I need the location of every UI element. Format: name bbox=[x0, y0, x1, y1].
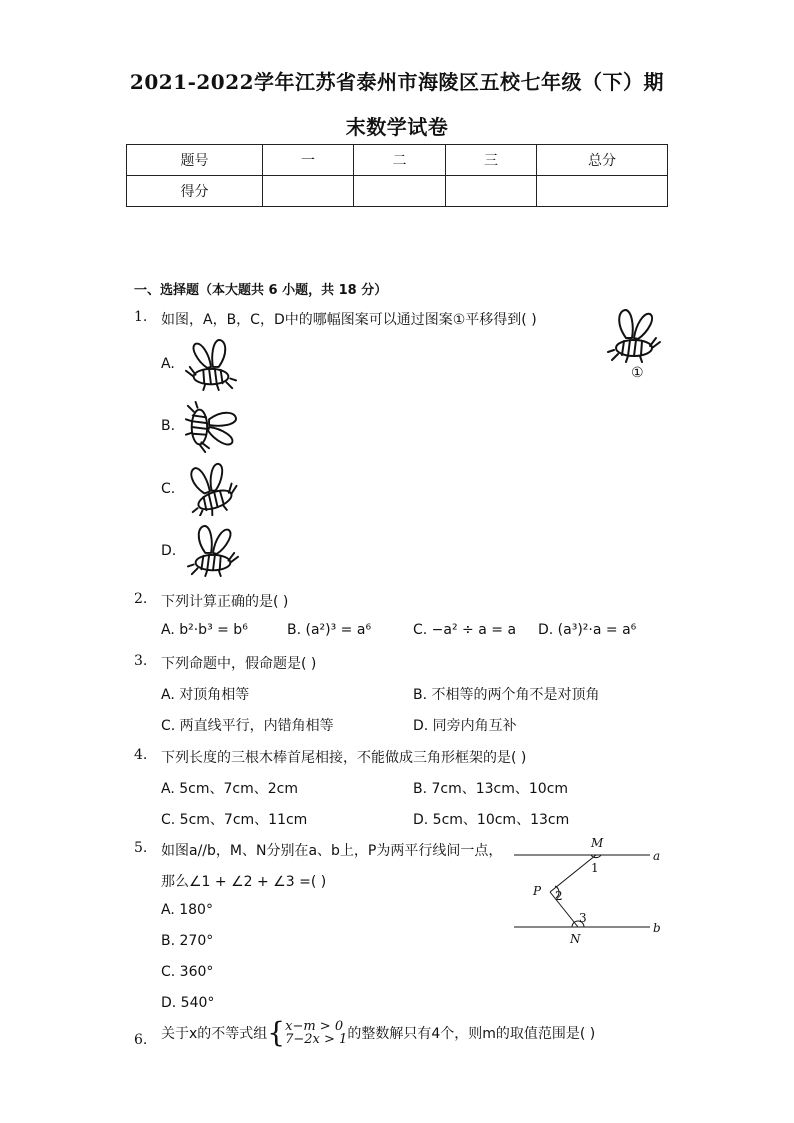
option-d-label[interactable]: D. bbox=[161, 543, 177, 559]
question-text: 下列计算正确的是( ) bbox=[161, 594, 289, 610]
bee-option-a-figure[interactable] bbox=[182, 338, 240, 392]
score-header-cell: 总分 bbox=[537, 145, 668, 176]
label-p: P bbox=[533, 884, 542, 898]
score-cell[interactable] bbox=[354, 176, 446, 207]
option-a[interactable]: A. b²⋅b³ = b⁶ bbox=[161, 622, 248, 638]
label-angle-2: 2 bbox=[555, 889, 563, 903]
brace-symbol: { bbox=[267, 1016, 286, 1049]
question-number: 1. bbox=[134, 309, 148, 325]
question-number: 4. bbox=[134, 747, 148, 763]
page-title: 2021-2022学年江苏省泰州市海陵区五校七年级（下）期 bbox=[129, 70, 665, 94]
figure-label: ① bbox=[631, 365, 644, 381]
bee-reference-figure bbox=[604, 308, 664, 364]
label-angle-1: 1 bbox=[591, 861, 599, 875]
question-text bbox=[161, 1016, 596, 1049]
label-b: b bbox=[653, 921, 661, 935]
option-a[interactable]: A. 对顶角相等 bbox=[161, 687, 250, 703]
bee-option-c-figure[interactable] bbox=[182, 462, 240, 516]
label-m: M bbox=[591, 836, 604, 850]
question-text: 下列长度的三根木棒首尾相接，不能做成三角形框架的是( ) bbox=[161, 750, 527, 766]
option-d[interactable]: D. (a³)²⋅a = a⁶ bbox=[538, 622, 637, 638]
option-c[interactable]: C. 360° bbox=[161, 964, 214, 980]
segment-mp bbox=[550, 855, 596, 892]
bee-option-b-figure[interactable] bbox=[182, 400, 240, 454]
score-cell[interactable] bbox=[537, 176, 668, 207]
q6-text-post: 的整数解只有4个，则m的取值范围是( ) bbox=[347, 1026, 596, 1042]
inequality-system bbox=[285, 1020, 347, 1046]
option-b[interactable]: B. 270° bbox=[161, 933, 214, 949]
score-cell[interactable] bbox=[263, 176, 354, 207]
score-table-header-row bbox=[127, 145, 668, 176]
question-number: 6. bbox=[134, 1032, 148, 1048]
section-heading: 一、选择题（本大题共 6 小题，共 18 分） bbox=[134, 283, 388, 298]
question-text-line2: 那么∠1 + ∠2 + ∠3 =( ) bbox=[161, 874, 327, 890]
score-row-label: 得分 bbox=[127, 176, 263, 207]
option-c[interactable]: C. −a² ÷ a = a bbox=[413, 622, 517, 638]
inequality-1: x−m > 0 bbox=[285, 1019, 344, 1034]
score-header-cell: 题号 bbox=[127, 145, 263, 176]
option-c-label[interactable]: C. bbox=[161, 481, 176, 497]
question-text: 如图，A，B，C，D中的哪幅图案可以通过图案①平移得到( ) bbox=[161, 312, 537, 328]
score-header-cell: 三 bbox=[446, 145, 537, 176]
score-header-cell: 二 bbox=[354, 145, 446, 176]
page-title-line2: 末数学试卷 bbox=[345, 115, 449, 139]
option-a[interactable]: A. 5cm、7cm、2cm bbox=[161, 781, 298, 797]
question-text: 下列命题中，假命题是( ) bbox=[161, 656, 317, 672]
option-b[interactable]: B. 7cm、13cm、10cm bbox=[413, 781, 569, 797]
label-a: a bbox=[653, 849, 661, 863]
label-angle-3: 3 bbox=[579, 911, 587, 925]
option-c[interactable]: C. 5cm、7cm、11cm bbox=[161, 812, 308, 828]
question-text: 如图a//b，M、N分别在a、b上，P为两平行线间一点， bbox=[161, 843, 503, 859]
label-n: N bbox=[570, 932, 581, 946]
option-c[interactable]: C. 两直线平行，内错角相等 bbox=[161, 718, 334, 734]
option-b[interactable]: B. 不相等的两个角不是对顶角 bbox=[413, 687, 600, 703]
parallel-lines-figure bbox=[508, 832, 668, 950]
q6-text-pre: 关于x的不等式组 bbox=[161, 1026, 268, 1042]
score-table-score-row bbox=[127, 176, 668, 207]
option-b[interactable]: B. (a²)³ = a⁶ bbox=[287, 622, 372, 638]
score-table bbox=[126, 144, 668, 207]
inequality-2: 7−2x > 1 bbox=[285, 1032, 348, 1047]
question-number: 2. bbox=[134, 591, 148, 607]
score-cell[interactable] bbox=[446, 176, 537, 207]
option-a[interactable]: A. 180° bbox=[161, 902, 213, 918]
question-number: 3. bbox=[134, 653, 148, 669]
question-number: 5. bbox=[134, 840, 148, 856]
option-b-label[interactable]: B. bbox=[161, 418, 176, 434]
option-a-label[interactable]: A. bbox=[161, 356, 175, 372]
option-d[interactable]: D. 同旁内角互补 bbox=[413, 718, 517, 734]
score-header-cell: 一 bbox=[263, 145, 354, 176]
option-d[interactable]: D. 540° bbox=[161, 995, 215, 1011]
bee-option-d-figure[interactable] bbox=[184, 524, 242, 578]
option-d[interactable]: D. 5cm、10cm、13cm bbox=[413, 812, 570, 828]
